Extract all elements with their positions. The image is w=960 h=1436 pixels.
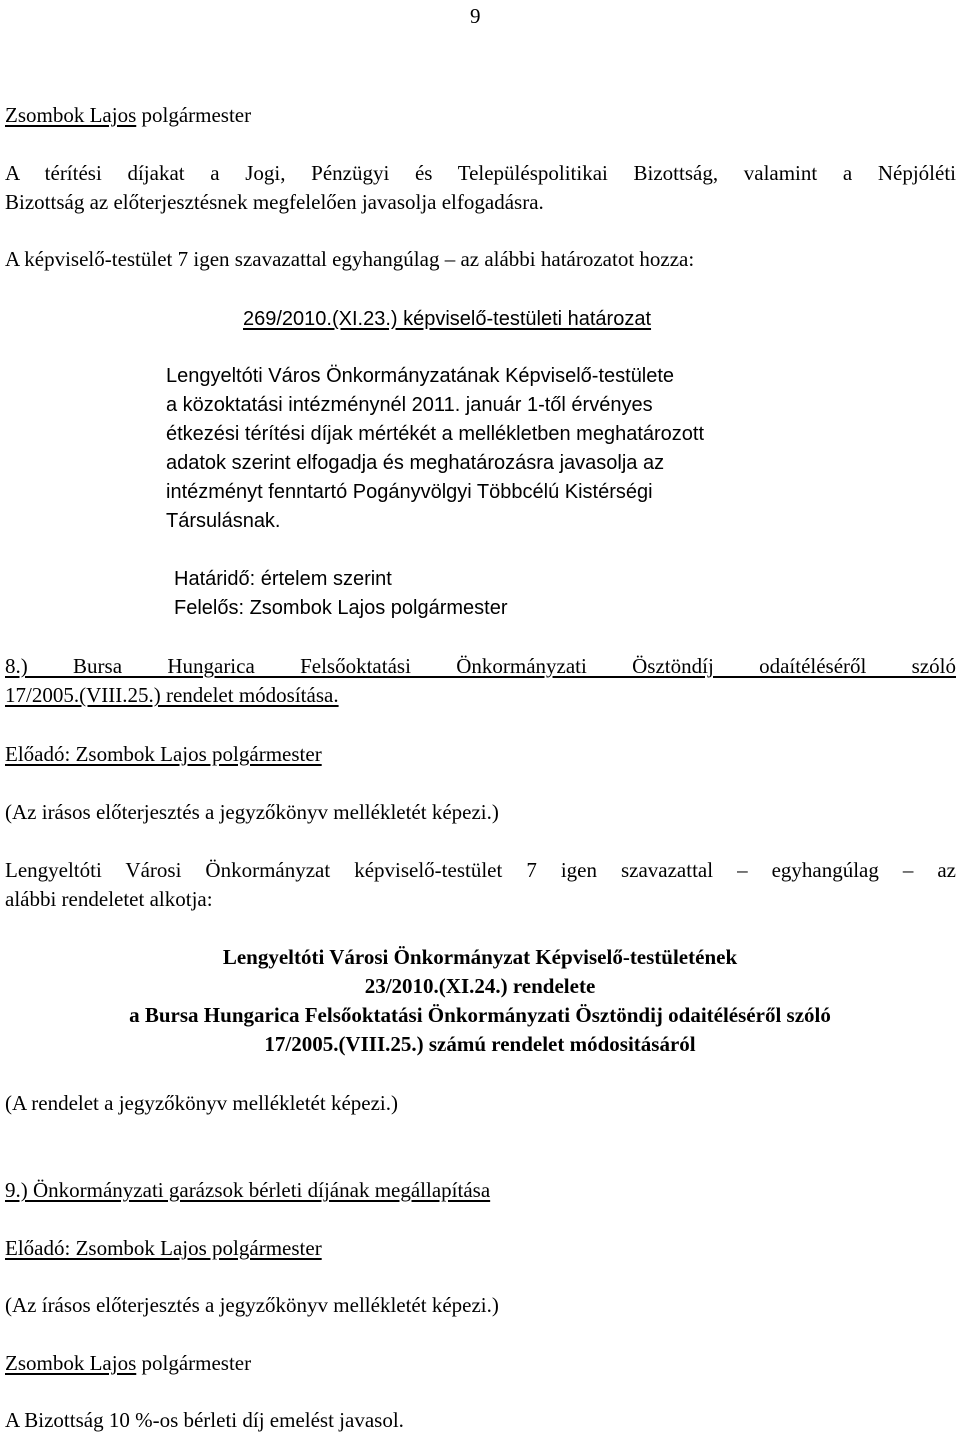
- committee-paragraph: [5, 159, 956, 217]
- decree-heading-line: 23/2010.(XI.24.) rendelete: [364, 974, 596, 998]
- vote-statement: A képviselő-testület 7 igen szavazattal egyhangúlag – az alábbi határozatot hozza:: [5, 247, 695, 271]
- paragraph-line: A térítési díjakat a Jogi, Pénzügyi és Településpolitikai Bizottság, valamint a Népjóléti: [5, 161, 956, 185]
- agenda-item-title-line: 17/2005.(VIII.25.) rendelet módosítása.: [5, 683, 339, 707]
- presenter-text: Előadó: Zsombok Lajos polgármester: [5, 742, 322, 766]
- resolution-line: Társulásnak.: [166, 510, 281, 532]
- agenda-item-title-text: 9.) Önkormányzati garázsok bérleti díjának megállapítása: [5, 1178, 491, 1202]
- speaker-name: Zsombok Lajos: [5, 103, 137, 127]
- presenter-line: [5, 740, 322, 769]
- speaker-name: Zsombok Lajos: [5, 1351, 137, 1375]
- responsible: Felelős: Zsombok Lajos polgármester: [174, 597, 508, 619]
- decree-heading-line: 17/2005.(VIII.25.) számú rendelet módositásáról: [264, 1032, 696, 1056]
- speaker-title: polgármester: [141, 103, 252, 127]
- decree-heading: [0, 943, 960, 1059]
- presenter-line: [5, 1234, 322, 1263]
- decree-note: (A rendelet a jegyzőkönyv mellékletét képezi.): [5, 1091, 399, 1115]
- resolution-title: [243, 305, 651, 334]
- resolution-title-text: 269/2010.(XI.23.) képviselő-testületi határozat: [243, 308, 652, 330]
- deadline: Határidő: értelem szerint: [174, 568, 392, 590]
- decree-heading-line: a Bursa Hungarica Felsőoktatási Önkormányzati Ösztöndij odaitéléséről szóló: [129, 1003, 831, 1027]
- speaker-line: [5, 1349, 251, 1378]
- council-vote-paragraph: [5, 856, 956, 914]
- speaker-line: [5, 101, 251, 130]
- resolution-body: [166, 362, 704, 536]
- page-number: 9: [470, 4, 481, 28]
- decree-heading-line: Lengyeltóti Városi Önkormányzat Képviselő-testületének: [222, 945, 738, 969]
- annex-note: (Az írásos előterjesztés a jegyzőkönyv mellékletét képezi.): [5, 1293, 499, 1317]
- resolution-line: a közoktatási intézménynél 2011. január 1-től érvényes: [166, 394, 653, 416]
- resolution-line: étkezési térítési díjak mértékét a mellékletben meghatározott: [166, 423, 705, 445]
- agenda-item-9-title: [5, 1176, 490, 1205]
- paragraph-line: alábbi rendeletet alkotja:: [5, 887, 213, 911]
- paragraph-line: Lengyeltóti Városi Önkormányzat képviselő-testület 7 igen szavazattal – egyhangúlag – az: [5, 858, 956, 882]
- committee-proposal: A Bizottság 10 %-os bérleti díj emelést javasol.: [5, 1408, 404, 1432]
- paragraph-line: Bizottság az előterjesztésnek megfelelően javasolja elfogadásra.: [5, 190, 544, 214]
- resolution-line: Lengyeltóti Város Önkormányzatának Képviselő-testülete: [166, 365, 675, 387]
- agenda-item-8-title: [5, 652, 956, 710]
- presenter-text: Előadó: Zsombok Lajos polgármester: [5, 1236, 322, 1260]
- speaker-title: polgármester: [141, 1351, 252, 1375]
- annex-note: (Az irásos előterjesztés a jegyzőkönyv mellékletét képezi.): [5, 800, 499, 824]
- resolution-line: intézményt fenntartó Pogányvölgyi Többcélú Kistérségi: [166, 481, 653, 503]
- agenda-item-title-line: 8.) Bursa Hungarica Felsőoktatási Önkormányzati Ösztöndíj odaítéléséről szóló: [5, 654, 956, 678]
- resolution-line: adatok szerint elfogadja és meghatározásra javasolja az: [166, 452, 665, 474]
